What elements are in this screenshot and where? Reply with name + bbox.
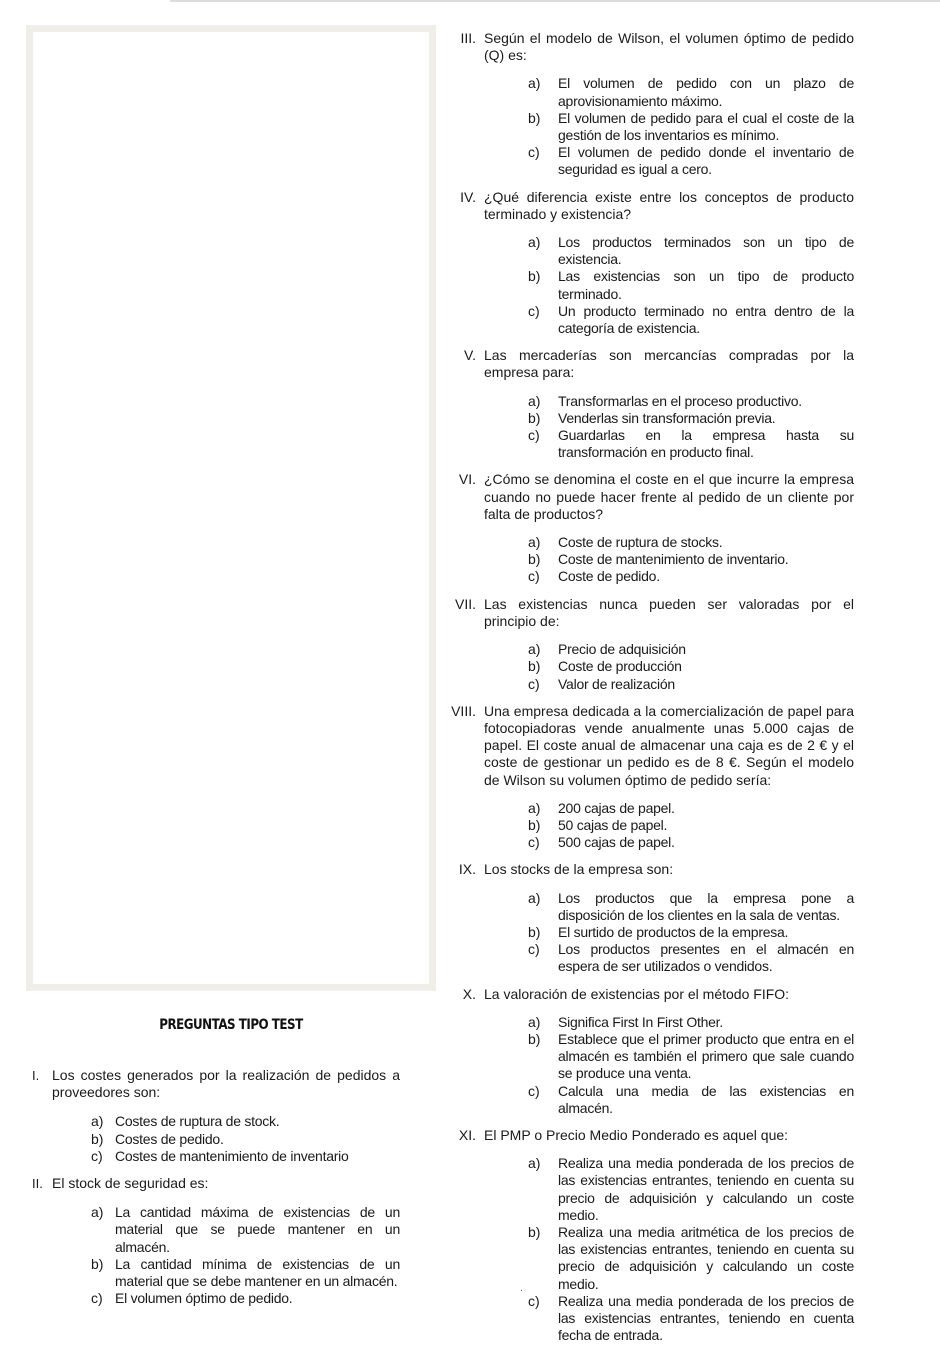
option-letter: a) [528,75,541,92]
option-text: Costes de pedido. [115,1130,224,1147]
question-number: I. [32,1068,40,1083]
option-text: Costes de ruptura de stock. [115,1113,280,1130]
option-text: 200 cajas de papel. [558,799,675,816]
option-letter: a) [528,392,541,409]
option-letter: b) [91,1130,104,1147]
option-b [520,1224,854,1293]
option-text: El volumen de pedido donde el inventario de seguridad es igual a cero. [558,144,854,178]
option-letter: b) [528,551,541,568]
option-c [79,1148,400,1165]
options-list [484,641,854,693]
option-text: Transformarlas en el proceso productivo. [558,392,802,409]
option-text: Valor de realización [558,675,675,692]
question-ii [32,1175,400,1307]
question-ix [446,861,854,975]
option-letter: c) [528,568,540,585]
option-c [520,144,854,178]
option-letter: a) [528,641,541,658]
option-letter: c) [91,1290,103,1307]
option-text: El volumen de pedido con un plazo de aprovisionamiento máximo. [558,75,854,109]
options-list [52,1204,400,1307]
option-a [520,1014,854,1031]
option-b [520,658,854,675]
section-title: PREGUNTAS TIPO TEST [159,1017,303,1033]
option-letter: b) [528,1223,541,1240]
option-b [520,268,854,302]
question-vii [446,596,854,693]
option-text: 50 cajas de papel. [558,816,668,833]
options-list [484,534,854,586]
option-b [520,410,854,427]
option-a [520,641,854,658]
option-letter: a) [528,799,541,816]
question-text: Las existencias nunca pueden ser valoradas por el principio de: [484,595,854,629]
option-letter: c) [528,834,540,851]
option-a [520,234,854,268]
left-column-questions [32,1067,400,1317]
option-text: Establece que el primer producto que entra en el almacén es también el primero que sale cuando se produce una venta. [558,1030,854,1082]
question-text: La valoración de existencias por el método FIFO: [484,985,790,1002]
question-number: IX. [458,861,476,878]
option-text: El surtido de productos de la empresa. [558,923,789,940]
question-text: Las mercaderías son mercancías compradas por la empresa para: [484,347,854,381]
question-number: X. [462,985,476,1002]
option-letter: c) [528,1292,540,1309]
question-text: Según el modelo de Wilson, el volumen óptimo de pedido (Q) es: [484,30,854,64]
option-text: Realiza una media ponderada de los precios de las existencias entrantes, teniendo en cuenta fecha de entrada. [558,1292,854,1344]
question-xi [446,1127,854,1344]
question-i [32,1067,400,1165]
option-letter: b) [528,816,541,833]
option-letter: a) [528,534,541,551]
right-column-questions [446,30,854,1354]
option-text: Las existencias son un tipo de producto terminado. [558,268,854,302]
option-a [520,1155,854,1224]
option-c [520,427,854,461]
option-text: Costes de mantenimiento de inventario [115,1147,349,1164]
option-a [520,800,854,817]
question-number: VIII. [451,702,476,719]
option-c [520,676,854,693]
question-x [446,986,854,1117]
option-b [520,924,854,941]
option-letter: c) [528,144,540,161]
option-a [520,75,854,109]
option-a [520,534,854,551]
option-letter: c) [528,302,540,319]
stray-mark: . [520,1283,523,1294]
question-iii [446,30,854,179]
options-list [484,393,854,462]
question-number: III. [460,30,476,46]
option-text: Coste de producción [558,658,682,675]
option-letter: a) [528,234,541,251]
option-b [520,551,854,568]
options-list [52,1113,400,1165]
option-b [520,1031,854,1083]
option-text: El volumen óptimo de pedido. [115,1290,293,1307]
option-text: Venderlas sin transformación previa. [558,409,776,426]
option-text: Los productos terminados son un tipo de existencia. [558,234,854,268]
question-viii [446,703,854,852]
option-text: Realiza una media ponderada de los precios de las existencias entrantes, teniendo en cuenta su precio de adquisición y calculando un coste medio. [558,1155,854,1223]
option-text: Significa First In First Other. [558,1013,723,1030]
question-vi [446,471,854,585]
option-text: Los productos presentes en el almacén en espera de ser utilizados o vendidos. [558,941,854,975]
option-letter: b) [91,1255,104,1272]
page-top-edge [170,0,940,2]
option-letter: a) [91,1113,104,1130]
option-letter: c) [528,675,540,692]
option-text: Coste de mantenimiento de inventario. [558,551,789,568]
option-c [520,1083,854,1117]
question-number: VII. [454,595,476,612]
option-text: La cantidad máxima de existencias de un material que se puede mantener en un almacén. [115,1204,400,1255]
question-text: Los stocks de la empresa son: [484,861,674,878]
option-a [79,1204,400,1256]
option-c [520,941,854,975]
option-a [79,1113,400,1130]
question-iv [446,189,854,338]
option-letter: c) [91,1147,103,1164]
option-c [520,568,854,585]
question-number: V. [464,347,476,364]
options-list [484,1155,854,1344]
option-text: Guardarlas en la empresa hasta su transformación en producto final. [558,427,854,461]
option-b [79,1256,400,1290]
option-a [520,393,854,410]
option-text: Precio de adquisición [558,641,686,658]
option-a [520,890,854,924]
question-text: El PMP o Precio Medio Ponderado es aquel que: [484,1126,789,1143]
option-b [520,110,854,144]
option-letter: a) [528,1013,541,1030]
option-text: Realiza una media aritmética de los precios de las existencias entrantes, teniendo en cuenta su precio de adquisición y calculando un coste medio. [558,1223,854,1292]
option-letter: b) [528,1030,541,1047]
option-text: Coste de pedido. [558,568,660,585]
option-text: Un producto terminado no entra dentro de la categoría de existencia. [558,302,854,337]
question-text: Los costes generados por la realización de pedidos a proveedores son: [52,1067,400,1101]
empty-figure-frame [26,25,436,991]
option-c [520,1293,854,1345]
option-c [520,834,854,851]
option-b [520,817,854,834]
option-c [79,1290,400,1307]
option-b [79,1131,400,1148]
option-text: Coste de ruptura de stocks. [558,534,723,551]
question-text: El stock de seguridad es: [52,1175,209,1192]
question-number: VI. [458,471,476,488]
option-letter: c) [528,941,540,958]
option-letter: b) [528,268,541,285]
question-text: ¿Qué diferencia existe entre los conceptos de producto terminado y existencia? [484,188,854,222]
option-letter: a) [91,1204,104,1221]
option-letter: b) [528,109,541,126]
option-text: La cantidad mínima de existencias de un material que se debe mantener en un almacén. [115,1255,400,1290]
options-list [484,75,854,178]
option-text: 500 cajas de papel. [558,834,675,851]
option-letter: b) [528,923,541,940]
option-letter: c) [528,1082,540,1099]
option-text: Los productos que la empresa pone a disposición de los clientes en la sala de ventas. [558,889,854,923]
option-letter: a) [528,1155,541,1172]
options-list [484,234,854,337]
option-letter: b) [528,658,541,675]
question-text: Una empresa dedicada a la comercialización de papel para fotocopiadoras vende anualmente unas 5.000 cajas de papel. El coste anual de almacenar una caja es de 2 € y el coste de gestionar un pedido es de 8 €. Según el modelo de Wilson su volumen óptimo de pedido sería: [484,702,854,788]
option-letter: a) [528,889,541,906]
question-number: II. [32,1176,43,1192]
option-text: Calcula una media de las existencias en almacén. [558,1082,854,1116]
options-list [484,890,854,976]
option-text: El volumen de pedido para el cual el coste de la gestión de los inventarios es mínimo. [558,109,854,144]
option-letter: b) [528,409,541,426]
option-letter: c) [528,427,540,444]
question-text: ¿Cómo se denomina el coste en el que incurre la empresa cuando no puede hacer frente al pedido de un cliente por falta de productos? [484,471,854,522]
options-list [484,800,854,852]
option-c [520,303,854,337]
question-number: IV. [460,188,476,205]
question-number: XI. [458,1126,476,1143]
options-list [484,1014,854,1117]
question-v [446,347,854,461]
